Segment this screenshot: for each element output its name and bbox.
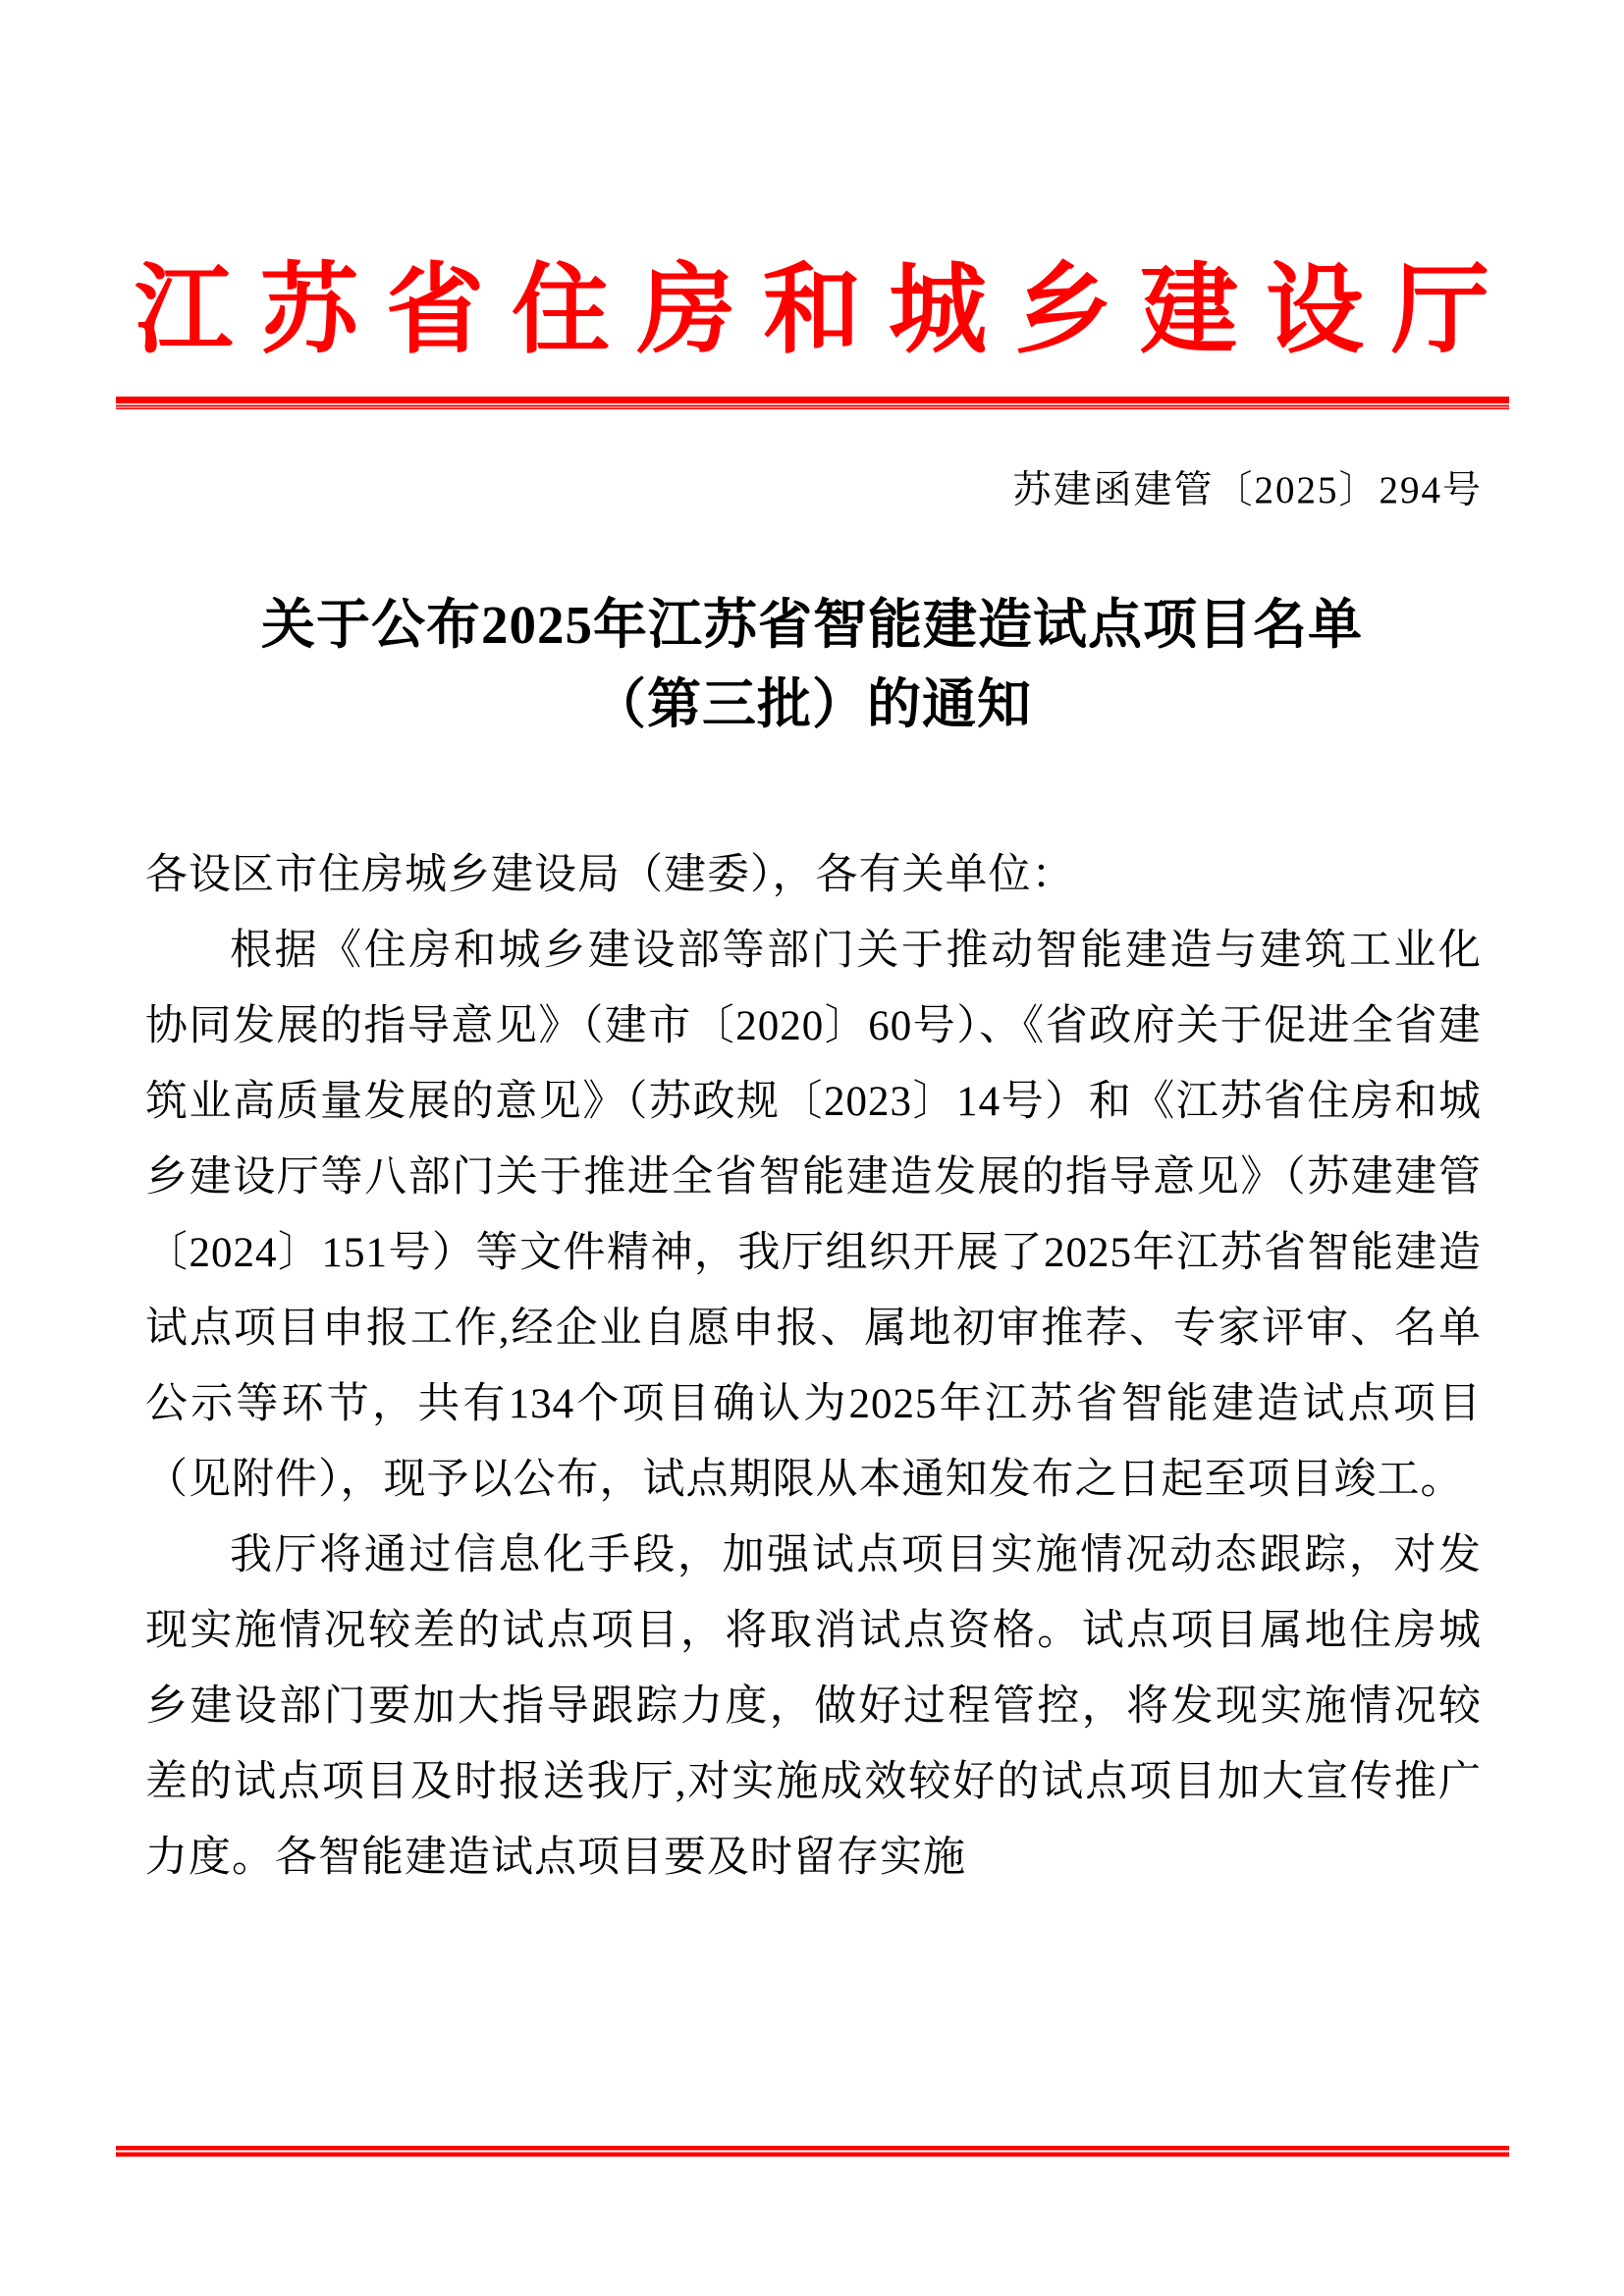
notice-title-line2: （第三批）的通知	[591, 674, 1032, 734]
notice-title-line1: 关于公布2025年江苏省智能建造试点项目名单	[260, 595, 1363, 655]
notice-title	[0, 585, 1624, 744]
body-paragraph-2: 我厅将通过信息化手段，加强试点项目实施情况动态跟踪，对发现实施情况较差的试点项目，将取消试点资格。试点项目属地住房城乡建设部门要加大指导跟踪力度，做好过程管控，将发现实施情况较差的试点项目及时报送我厅,对实施成效较好的试点项目加大宣传推广力度。各智能建造试点项目要及时留存实施	[145, 1532, 1482, 1881]
document-number: 苏建函建管〔2025〕294号	[1012, 469, 1483, 511]
notice-body	[145, 837, 1482, 1896]
salutation-line: 各设区市住房城乡建设局（建委），各有关单位：	[145, 852, 1075, 898]
footer-red-divider	[116, 2146, 1509, 2157]
body-paragraph-1: 根据《住房和城乡建设部等部门关于推动智能建造与建筑工业化协同发展的指导意见》（建市〔2020〕60号）、《省政府关于促进全省建筑业高质量发展的意见》（苏政规〔2023〕14号）和《江苏省住房和城乡建设厅等八部门关于推进全省智能建造发展的指导意见》（苏建建管〔2024〕151号）等文件精神，我厅组织开展了2025年江苏省智能建造试点项目申报工作,经企业自愿申报、属地初审推荐、专家评审、名单公示等环节，共有134个项目确认为2025年江苏省智能建造试点项目（见附件），现予以公布，试点期限从本通知发布之日起至项目竣工。	[145, 928, 1482, 1503]
letterhead-org-name: 江苏省住房和城乡建设厅	[135, 256, 1517, 365]
letterhead-red-divider	[116, 397, 1509, 409]
